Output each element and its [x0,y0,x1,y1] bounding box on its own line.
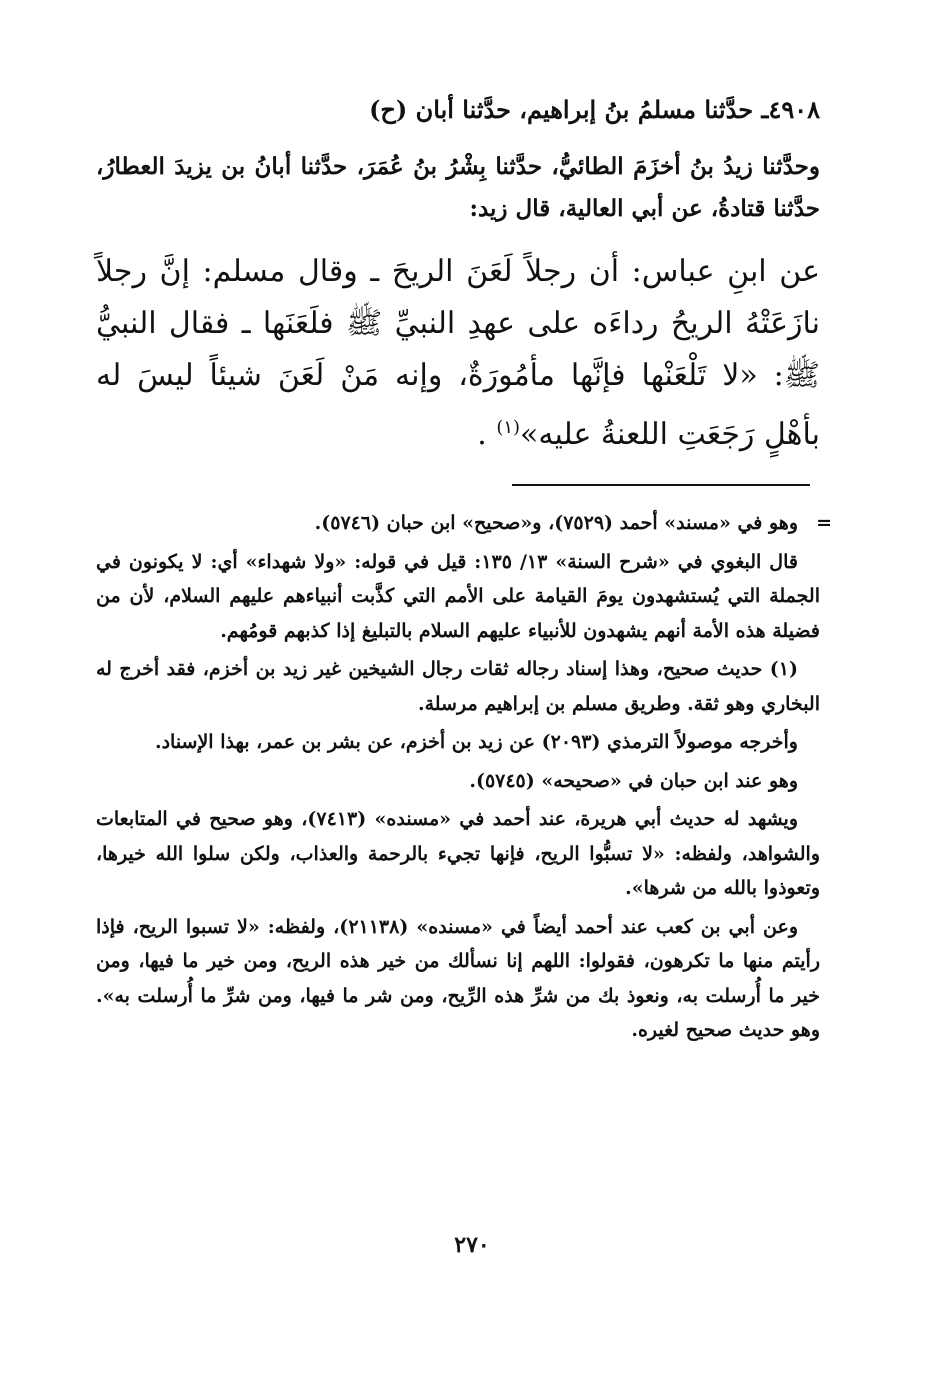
footnote-paragraph: وعن أبي بن كعب عند أحمد أيضاً في «مسنده» (٢١١٣٨)، ولفظه: «لا تسبوا الريح، فإذا رأيتم منها ما تكرهون، فقولوا: اللهم إنا نسألك من خير هذه الريح، ومن خير ما فيها، ومن خير ما أُرسلت به، ونعوذ بك من شرِّ هذه الرِّيح، ومن شر ما فيها، ومن شرِّ ما أُرسلت به». وهو حديث صحيح لغيره. [96,915,820,1041]
end-mark: . [477,417,487,452]
hadith-matn [96,246,820,461]
footnote-paragraph: وهو عند ابن حبان في «صحيحه» (٥٧٤٥). [469,769,798,792]
footnote-paragraph: ويشهد له حديث أبي هريرة، عند أحمد في «مسنده» (٧٤١٣)، وهو صحيح في المتابعات والشواهد، ولفظه: «لا تسبُّوا الريح، فإنها تجيء بالرحمة والعذاب، ولكن سلوا الله خيرها، وتعوذوا بالله من شرها». [96,808,820,899]
footnote-reference: (١) [496,417,521,438]
hadith-header: ٤٩٠٨ـ حدَّثنا مسلمُ بنُ إبراهيم، حدَّثنا أبان (ح) [369,95,820,124]
footnote-paragraph: وأخرجه موصولاً الترمذي (٢٠٩٣) عن زيد بن أخزم، عن بشر بن عمر، بهذا الإسناد. [154,731,798,753]
continuation-mark: = [816,512,832,534]
footnotes-section [96,506,820,1052]
page-number: ٢٧٠ [454,1232,490,1258]
footnote-paragraph: قال البغوي في «شرح السنة» ١٣/ ١٣٥: قيل في قوله: «ولا شهداء» أي: لا يكونون في الجملة التي يُستشهدون يومَ القيامة على الأمم التي كذَّبت أنبياءهم عليهم السلام، لأن من فضيلة هذه الأمة أنهم يشهدون للأنبياء عليهم السلام بالتبليغ إذا كذبهم قومُهم. [96,550,820,642]
hadith-block [96,88,820,461]
footnote-divider [512,484,810,486]
footnote-paragraph: (١) حديث صحيح، وهذا إسناد رجاله ثقات رجال الشيخين غير زيد بن أخزم، فقد أخرج له البخاري وهو ثقة. وطريق مسلم بن إبراهيم مرسلة. [96,658,820,715]
isnad-chain: وحدَّثنا زيدُ بنُ أخزَمَ الطائيُّ، حدَّثنا بِشْرُ بنُ عُمَرَ، حدَّثنا أبانُ بن يزيدَ العطارُ، حدَّثنا قتادةُ، عن أبي العالية، قال زيد: [96,153,820,222]
matn-text: عن ابنِ عباس: أن رجلاً لَعَنَ الريحَ ـ وقال مسلم: إنَّ رجلاً نازَعَتْهُ الريحُ رداءَه على عهدِ النبيِّ ﷺ فلَعَنَها ـ فقال النبيُّ ﷺ: «لا تَلْعَنْها فإنَّها مأمُورَةٌ، وإنه مَنْ لَعَنَ شيئاً ليسَ له بأهْلٍ رَجَعَتِ اللعنةُ عليه» [96,254,820,452]
footnote-paragraph: وهو في «مسند» أحمد (٧٥٢٩)، و«صحيح» ابن حبان (٥٧٤٦). [314,512,798,534]
